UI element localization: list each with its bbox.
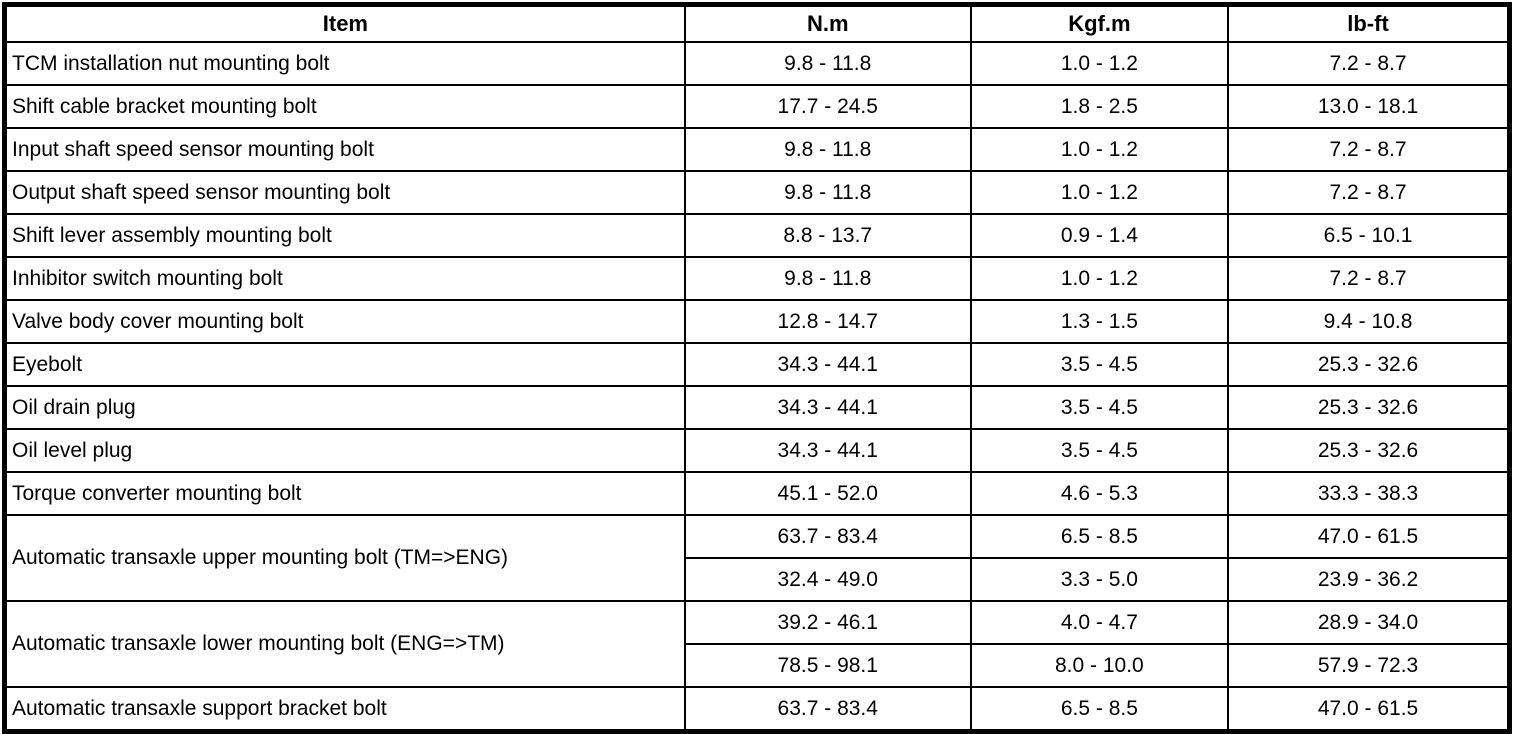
table-row bbox=[5, 386, 1510, 429]
value-cell: 1.8 - 2.5 bbox=[971, 85, 1228, 128]
column-header-nm: N.m bbox=[685, 5, 971, 43]
value-cell: 13.0 - 18.1 bbox=[1228, 85, 1509, 128]
torque-spec-table bbox=[2, 2, 1512, 734]
value-cell: 47.0 - 61.5 bbox=[1228, 687, 1509, 732]
value-cell: 25.3 - 32.6 bbox=[1228, 343, 1509, 386]
table-row bbox=[5, 171, 1510, 214]
value-cell: 6.5 - 8.5 bbox=[971, 515, 1228, 558]
value-cell: 4.6 - 5.3 bbox=[971, 472, 1228, 515]
value-cell: 3.5 - 4.5 bbox=[971, 343, 1228, 386]
table-row bbox=[5, 257, 1510, 300]
value-cell: 9.8 - 11.8 bbox=[685, 171, 971, 214]
item-cell: Torque converter mounting bolt bbox=[5, 472, 685, 515]
table-row bbox=[5, 472, 1510, 515]
value-cell: 3.5 - 4.5 bbox=[971, 386, 1228, 429]
table-row bbox=[5, 515, 1510, 558]
value-cell: 23.9 - 36.2 bbox=[1228, 558, 1509, 601]
item-cell: Inhibitor switch mounting bolt bbox=[5, 257, 685, 300]
item-cell: TCM installation nut mounting bolt bbox=[5, 42, 685, 85]
item-cell: Shift lever assembly mounting bolt bbox=[5, 214, 685, 257]
value-cell: 9.4 - 10.8 bbox=[1228, 300, 1509, 343]
header-row bbox=[5, 5, 1510, 43]
value-cell: 32.4 - 49.0 bbox=[685, 558, 971, 601]
item-cell: Automatic transaxle support bracket bolt bbox=[5, 687, 685, 732]
value-cell: 63.7 - 83.4 bbox=[685, 687, 971, 732]
value-cell: 33.3 - 38.3 bbox=[1228, 472, 1509, 515]
table-row bbox=[5, 42, 1510, 85]
value-cell: 6.5 - 8.5 bbox=[971, 687, 1228, 732]
table-row bbox=[5, 300, 1510, 343]
value-cell: 34.3 - 44.1 bbox=[685, 343, 971, 386]
value-cell: 9.8 - 11.8 bbox=[685, 128, 971, 171]
value-cell: 3.5 - 4.5 bbox=[971, 429, 1228, 472]
value-cell: 1.0 - 1.2 bbox=[971, 42, 1228, 85]
value-cell: 78.5 - 98.1 bbox=[685, 644, 971, 687]
table-row bbox=[5, 601, 1510, 644]
value-cell: 6.5 - 10.1 bbox=[1228, 214, 1509, 257]
value-cell: 25.3 - 32.6 bbox=[1228, 386, 1509, 429]
item-cell: Automatic transaxle lower mounting bolt (ENG=>TM) bbox=[5, 601, 685, 687]
value-cell: 57.9 - 72.3 bbox=[1228, 644, 1509, 687]
value-cell: 7.2 - 8.7 bbox=[1228, 257, 1509, 300]
table-header bbox=[5, 5, 1510, 43]
table-row bbox=[5, 85, 1510, 128]
value-cell: 4.0 - 4.7 bbox=[971, 601, 1228, 644]
value-cell: 9.8 - 11.8 bbox=[685, 42, 971, 85]
table-row bbox=[5, 343, 1510, 386]
value-cell: 1.3 - 1.5 bbox=[971, 300, 1228, 343]
value-cell: 34.3 - 44.1 bbox=[685, 429, 971, 472]
value-cell: 25.3 - 32.6 bbox=[1228, 429, 1509, 472]
value-cell: 17.7 - 24.5 bbox=[685, 85, 971, 128]
value-cell: 7.2 - 8.7 bbox=[1228, 171, 1509, 214]
table-row bbox=[5, 687, 1510, 732]
value-cell: 1.0 - 1.2 bbox=[971, 171, 1228, 214]
value-cell: 28.9 - 34.0 bbox=[1228, 601, 1509, 644]
table-row bbox=[5, 128, 1510, 171]
item-cell: Oil drain plug bbox=[5, 386, 685, 429]
value-cell: 8.8 - 13.7 bbox=[685, 214, 971, 257]
item-cell: Valve body cover mounting bolt bbox=[5, 300, 685, 343]
value-cell: 45.1 - 52.0 bbox=[685, 472, 971, 515]
value-cell: 63.7 - 83.4 bbox=[685, 515, 971, 558]
value-cell: 9.8 - 11.8 bbox=[685, 257, 971, 300]
value-cell: 8.0 - 10.0 bbox=[971, 644, 1228, 687]
column-header-lbft: lb-ft bbox=[1228, 5, 1509, 43]
table-body bbox=[5, 42, 1510, 732]
value-cell: 47.0 - 61.5 bbox=[1228, 515, 1509, 558]
value-cell: 1.0 - 1.2 bbox=[971, 257, 1228, 300]
table-row bbox=[5, 429, 1510, 472]
value-cell: 1.0 - 1.2 bbox=[971, 128, 1228, 171]
value-cell: 34.3 - 44.1 bbox=[685, 386, 971, 429]
item-cell: Oil level plug bbox=[5, 429, 685, 472]
value-cell: 3.3 - 5.0 bbox=[971, 558, 1228, 601]
value-cell: 7.2 - 8.7 bbox=[1228, 128, 1509, 171]
value-cell: 7.2 - 8.7 bbox=[1228, 42, 1509, 85]
value-cell: 12.8 - 14.7 bbox=[685, 300, 971, 343]
column-header-kgfm: Kgf.m bbox=[971, 5, 1228, 43]
value-cell: 39.2 - 46.1 bbox=[685, 601, 971, 644]
item-cell: Automatic transaxle upper mounting bolt (TM=>ENG) bbox=[5, 515, 685, 601]
column-header-item: Item bbox=[5, 5, 685, 43]
item-cell: Shift cable bracket mounting bolt bbox=[5, 85, 685, 128]
item-cell: Input shaft speed sensor mounting bolt bbox=[5, 128, 685, 171]
item-cell: Eyebolt bbox=[5, 343, 685, 386]
value-cell: 0.9 - 1.4 bbox=[971, 214, 1228, 257]
table-row bbox=[5, 214, 1510, 257]
item-cell: Output shaft speed sensor mounting bolt bbox=[5, 171, 685, 214]
